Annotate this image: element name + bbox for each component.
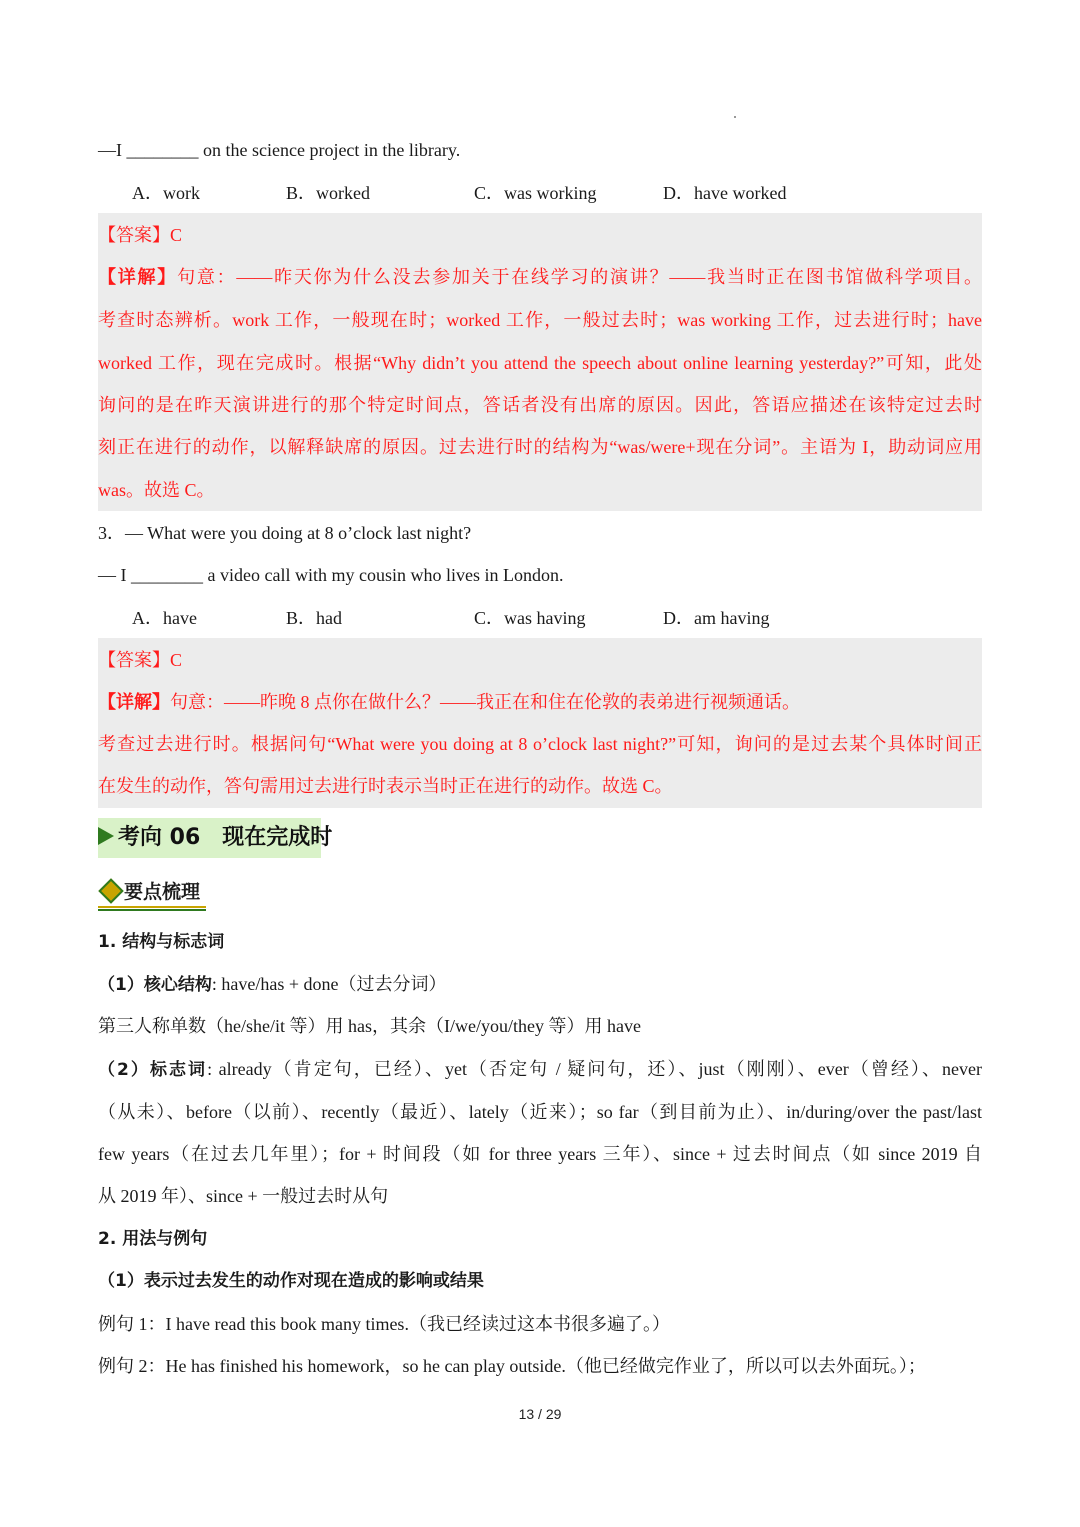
q3-option-d: D．am having bbox=[663, 608, 770, 628]
page-number: 13 / 29 bbox=[518, 1406, 562, 1422]
keypoints-underline bbox=[98, 906, 206, 908]
keypoints-heading bbox=[98, 878, 208, 910]
scan-dot bbox=[734, 116, 736, 118]
signal-words-label: （2）标志词 bbox=[98, 1060, 208, 1080]
q2-explain-line-1 bbox=[98, 265, 982, 289]
q2-option-c: C．was working bbox=[474, 183, 597, 203]
q3-answer: 【答案】C bbox=[98, 650, 183, 670]
q2-explain-line-4: 询问的是在昨天演讲进行的那个特定时间点，答话者没有出席的原因。因此，答语应描述在该特定过去时 bbox=[98, 395, 982, 415]
diamond-icon bbox=[98, 878, 123, 903]
core-structure-text: : have/has + done（过去分词） bbox=[211, 974, 447, 994]
q3-option-b: B．had bbox=[286, 608, 342, 628]
signal-words-text-1: : already（肯定句，已经）、yet（否定句 / 疑问句，还）、just（刚刚）、ever（曾经）、never bbox=[207, 1059, 982, 1079]
q3-explain-line-1 bbox=[98, 690, 800, 714]
q2-option-b: B．worked bbox=[286, 183, 370, 203]
q3-option-c: C．was having bbox=[474, 608, 586, 628]
q2-explain-line-5: 刻正在进行的动作，以解释缺席的原因。过去进行时的结构为“was/were+现在分词”。主语为 I，助动词应用 bbox=[98, 437, 982, 457]
structure-heading: 1. 结构与标志词 bbox=[98, 932, 225, 952]
signal-words-line-3: few years（在过去几年里）；for + 时间段（如 for three years 三年）、since + 过去时间点（如 since 2019 自 bbox=[98, 1144, 982, 1164]
q2-answer: 【答案】C bbox=[98, 225, 183, 245]
q2-option-d: D．have worked bbox=[663, 183, 787, 203]
section-title: 考向 06 现在完成时 bbox=[118, 825, 333, 850]
q3-stem-1: 3．— What were you doing at 8 o’clock last night? bbox=[98, 523, 472, 543]
q2-stem: —I ________ on the science project in the library. bbox=[98, 140, 461, 160]
core-structure-label: （1）核心结构 bbox=[98, 975, 212, 995]
signal-words-line-2: （从未）、before（以前）、recently（最近）、lately（近来）；so far（到目前为止）、in/during/over the past/last bbox=[98, 1102, 982, 1122]
usage-1-heading: （1）表示过去发生的动作对现在造成的影响或结果 bbox=[98, 1271, 484, 1291]
q3-explain-line-2: 考查过去进行时。根据问句“What were you doing at 8 o’clock last night?”可知，询问的是过去某个具体时间正 bbox=[98, 734, 982, 754]
example-1: 例句 1：I have read this book many times.（我已经读过这本书很多遍了。） bbox=[98, 1314, 670, 1334]
usage-heading: 2. 用法与例句 bbox=[98, 1229, 208, 1249]
q2-option-a: A．work bbox=[132, 183, 200, 203]
q2-explain-line-2: 考查时态辨析。work 工作，一般现在时；worked 工作，一般过去时；was working 工作，过去进行时；have bbox=[98, 310, 982, 330]
q3-explain-label: 【详解】 bbox=[98, 692, 170, 712]
section-heading bbox=[98, 818, 333, 858]
q3-option-a: A．have bbox=[132, 608, 197, 628]
q2-explain-label: 【详解】 bbox=[98, 267, 178, 287]
arrow-icon bbox=[98, 827, 114, 845]
signal-words-line-1 bbox=[98, 1057, 982, 1082]
third-person-rule: 第三人称单数（he/she/it 等）用 has，其余（I/we/you/they 等）用 have bbox=[98, 1016, 641, 1036]
core-structure bbox=[98, 972, 446, 997]
q2-explain-line-3: worked 工作，现在完成时。根据“Why didn’t you attend the speech about online learning yesterday?”可知，此处 bbox=[98, 353, 982, 373]
q2-answer-box bbox=[98, 213, 982, 511]
example-2: 例句 2：He has finished his homework，so he can play outside.（他已经做完作业了，所以可以去外面玩。）； bbox=[98, 1356, 926, 1376]
keypoints-title: 要点梳理 bbox=[124, 881, 201, 903]
signal-words-line-4: 从 2019 年）、since + 一般过去时从句 bbox=[98, 1186, 389, 1206]
q3-answer-box bbox=[98, 638, 982, 808]
q2-explain-line-6: was。故选 C。 bbox=[98, 480, 215, 500]
q3-explain-line-3: 在发生的动作，答句需用过去进行时表示当时正在进行的动作。故选 C。 bbox=[98, 776, 673, 796]
q3-explain-text-1: 句意：——昨晚 8 点你在做什么？——我正在和住在伦敦的表弟进行视频通话。 bbox=[170, 692, 800, 712]
q2-explain-text-1: 句意：——昨天你为什么没去参加关于在线学习的演讲？——我当时正在图书馆做科学项目。 bbox=[177, 267, 983, 287]
q3-stem-2: — I ________ a video call with my cousin who lives in London. bbox=[98, 565, 564, 585]
keypoints-underline-2 bbox=[98, 909, 206, 911]
